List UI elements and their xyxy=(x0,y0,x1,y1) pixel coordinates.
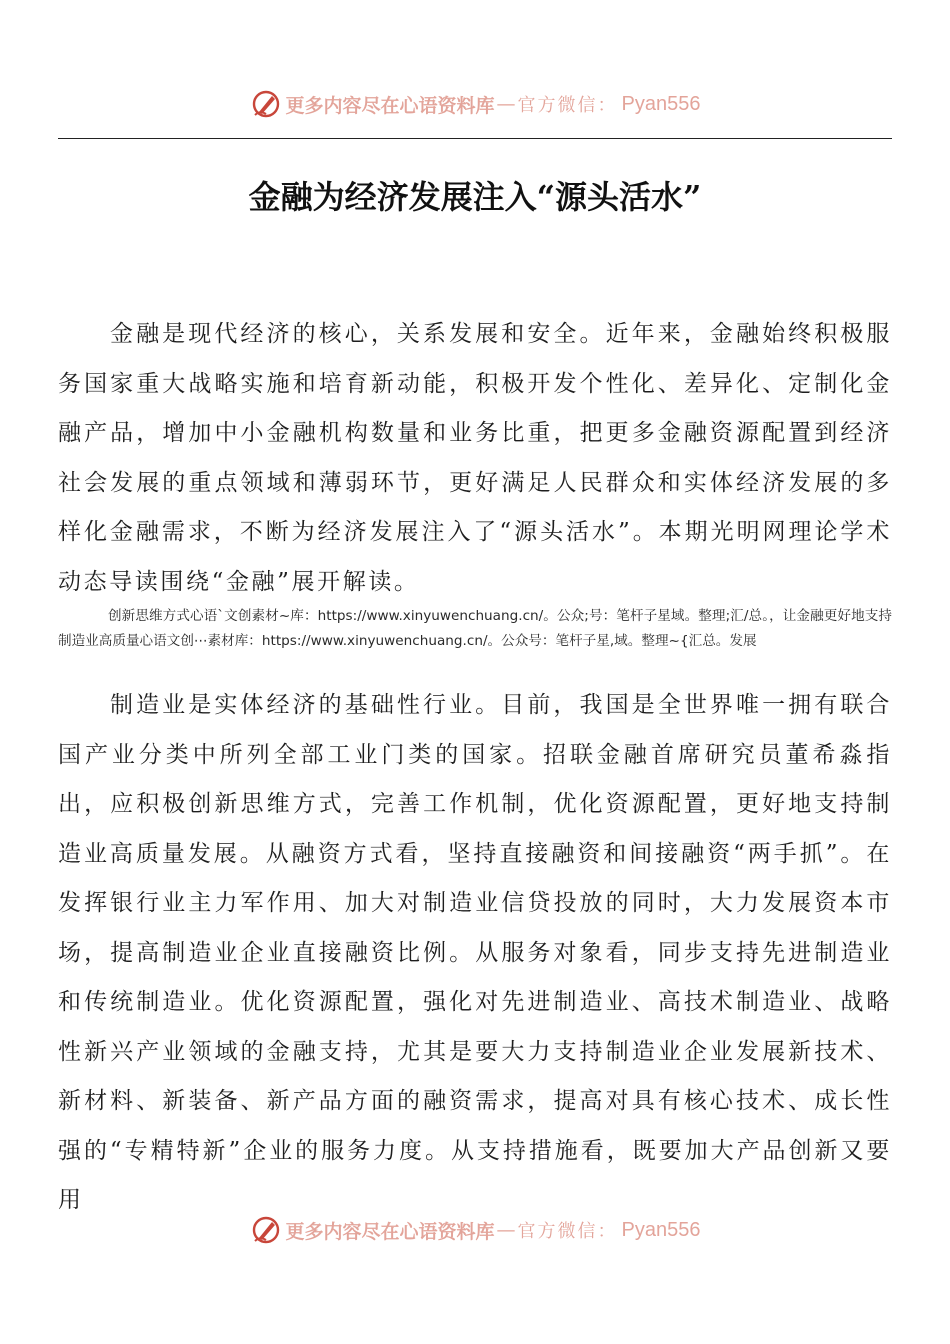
header-brand-text: 更多内容尽在心语资料库 xyxy=(285,94,495,117)
header-wechat-handle: Pyan556 xyxy=(621,92,701,115)
pen-logo-icon xyxy=(250,88,282,120)
footer-brand-text: 更多内容尽在心语资料库 xyxy=(285,1220,495,1243)
document-title: 金融为经济发展注入“源头活水” xyxy=(248,178,702,216)
footer-watermark xyxy=(0,1210,950,1250)
header-contact-label: 官方微信： xyxy=(517,95,618,116)
paragraph-manufacturing: 制造业是实体经济的基础性行业。目前，我国是全世界唯一拥有联合国产业分类中所列全部工业门类的国家。招联金融首席研究员董希淼指出，应积极创新思维方式，完善工作机制，优化资源配置，更好地支持制造业高质量发展。从融资方式看，坚持直接融资和间接融资“两手抓”。在发挥银行业主力军作用、加大对制造业信贷投放的同时，大力发展资本市场，提高制造业企业直接融资比例。从服务对象看，同步支持先进制造业和传统制造业。优化资源配置，强化对先进制造业、高技术制造业、战略性新兴产业领域的金融支持，尤其是要大力支持制造业企业发展新技术、新材料、新装备、新产品方面的融资需求，提高对具有核心技术、成长性强的“专精特新”企业的服务力度。从支持措施看，既要加大产品创新又要用 xyxy=(58,692,892,1213)
header-dash: — xyxy=(496,93,516,115)
header-divider xyxy=(58,138,892,139)
pen-logo-icon xyxy=(250,1214,282,1246)
paragraph-intro: 金融是现代经济的核心，关系发展和安全。近年来，金融始终积极服务国家重大战略实施和培育新动能，积极开发个性化、差异化、定制化金融产品，增加中小金融机构数量和业务比重，把更多金融资源配置到经济社会发展的重点领域和薄弱环节，更好满足人民群众和实体经济发展的多样化金融需求，不断为经济发展注入了“源头活水”。本期光明网理论学术动态导读围绕“金融”展开解读。 xyxy=(58,321,892,595)
header-watermark xyxy=(0,84,950,124)
footer-dash: — xyxy=(496,1219,516,1241)
source-note: 创新思维方式心语`文创素材~库：https://www.xinyuwenchuang.cn/。公众;号：笔杆子星域。整理;汇/总。，让金融更好地支持制造业高质量心语文创⋯素材库：https://www.xinyuwenchuang.cn/。公众号：笔杆子星,域。整理~{汇总。发展 xyxy=(58,608,892,649)
footer-contact-label: 官方微信： xyxy=(517,1221,618,1242)
footer-wechat-handle: Pyan556 xyxy=(621,1218,701,1241)
